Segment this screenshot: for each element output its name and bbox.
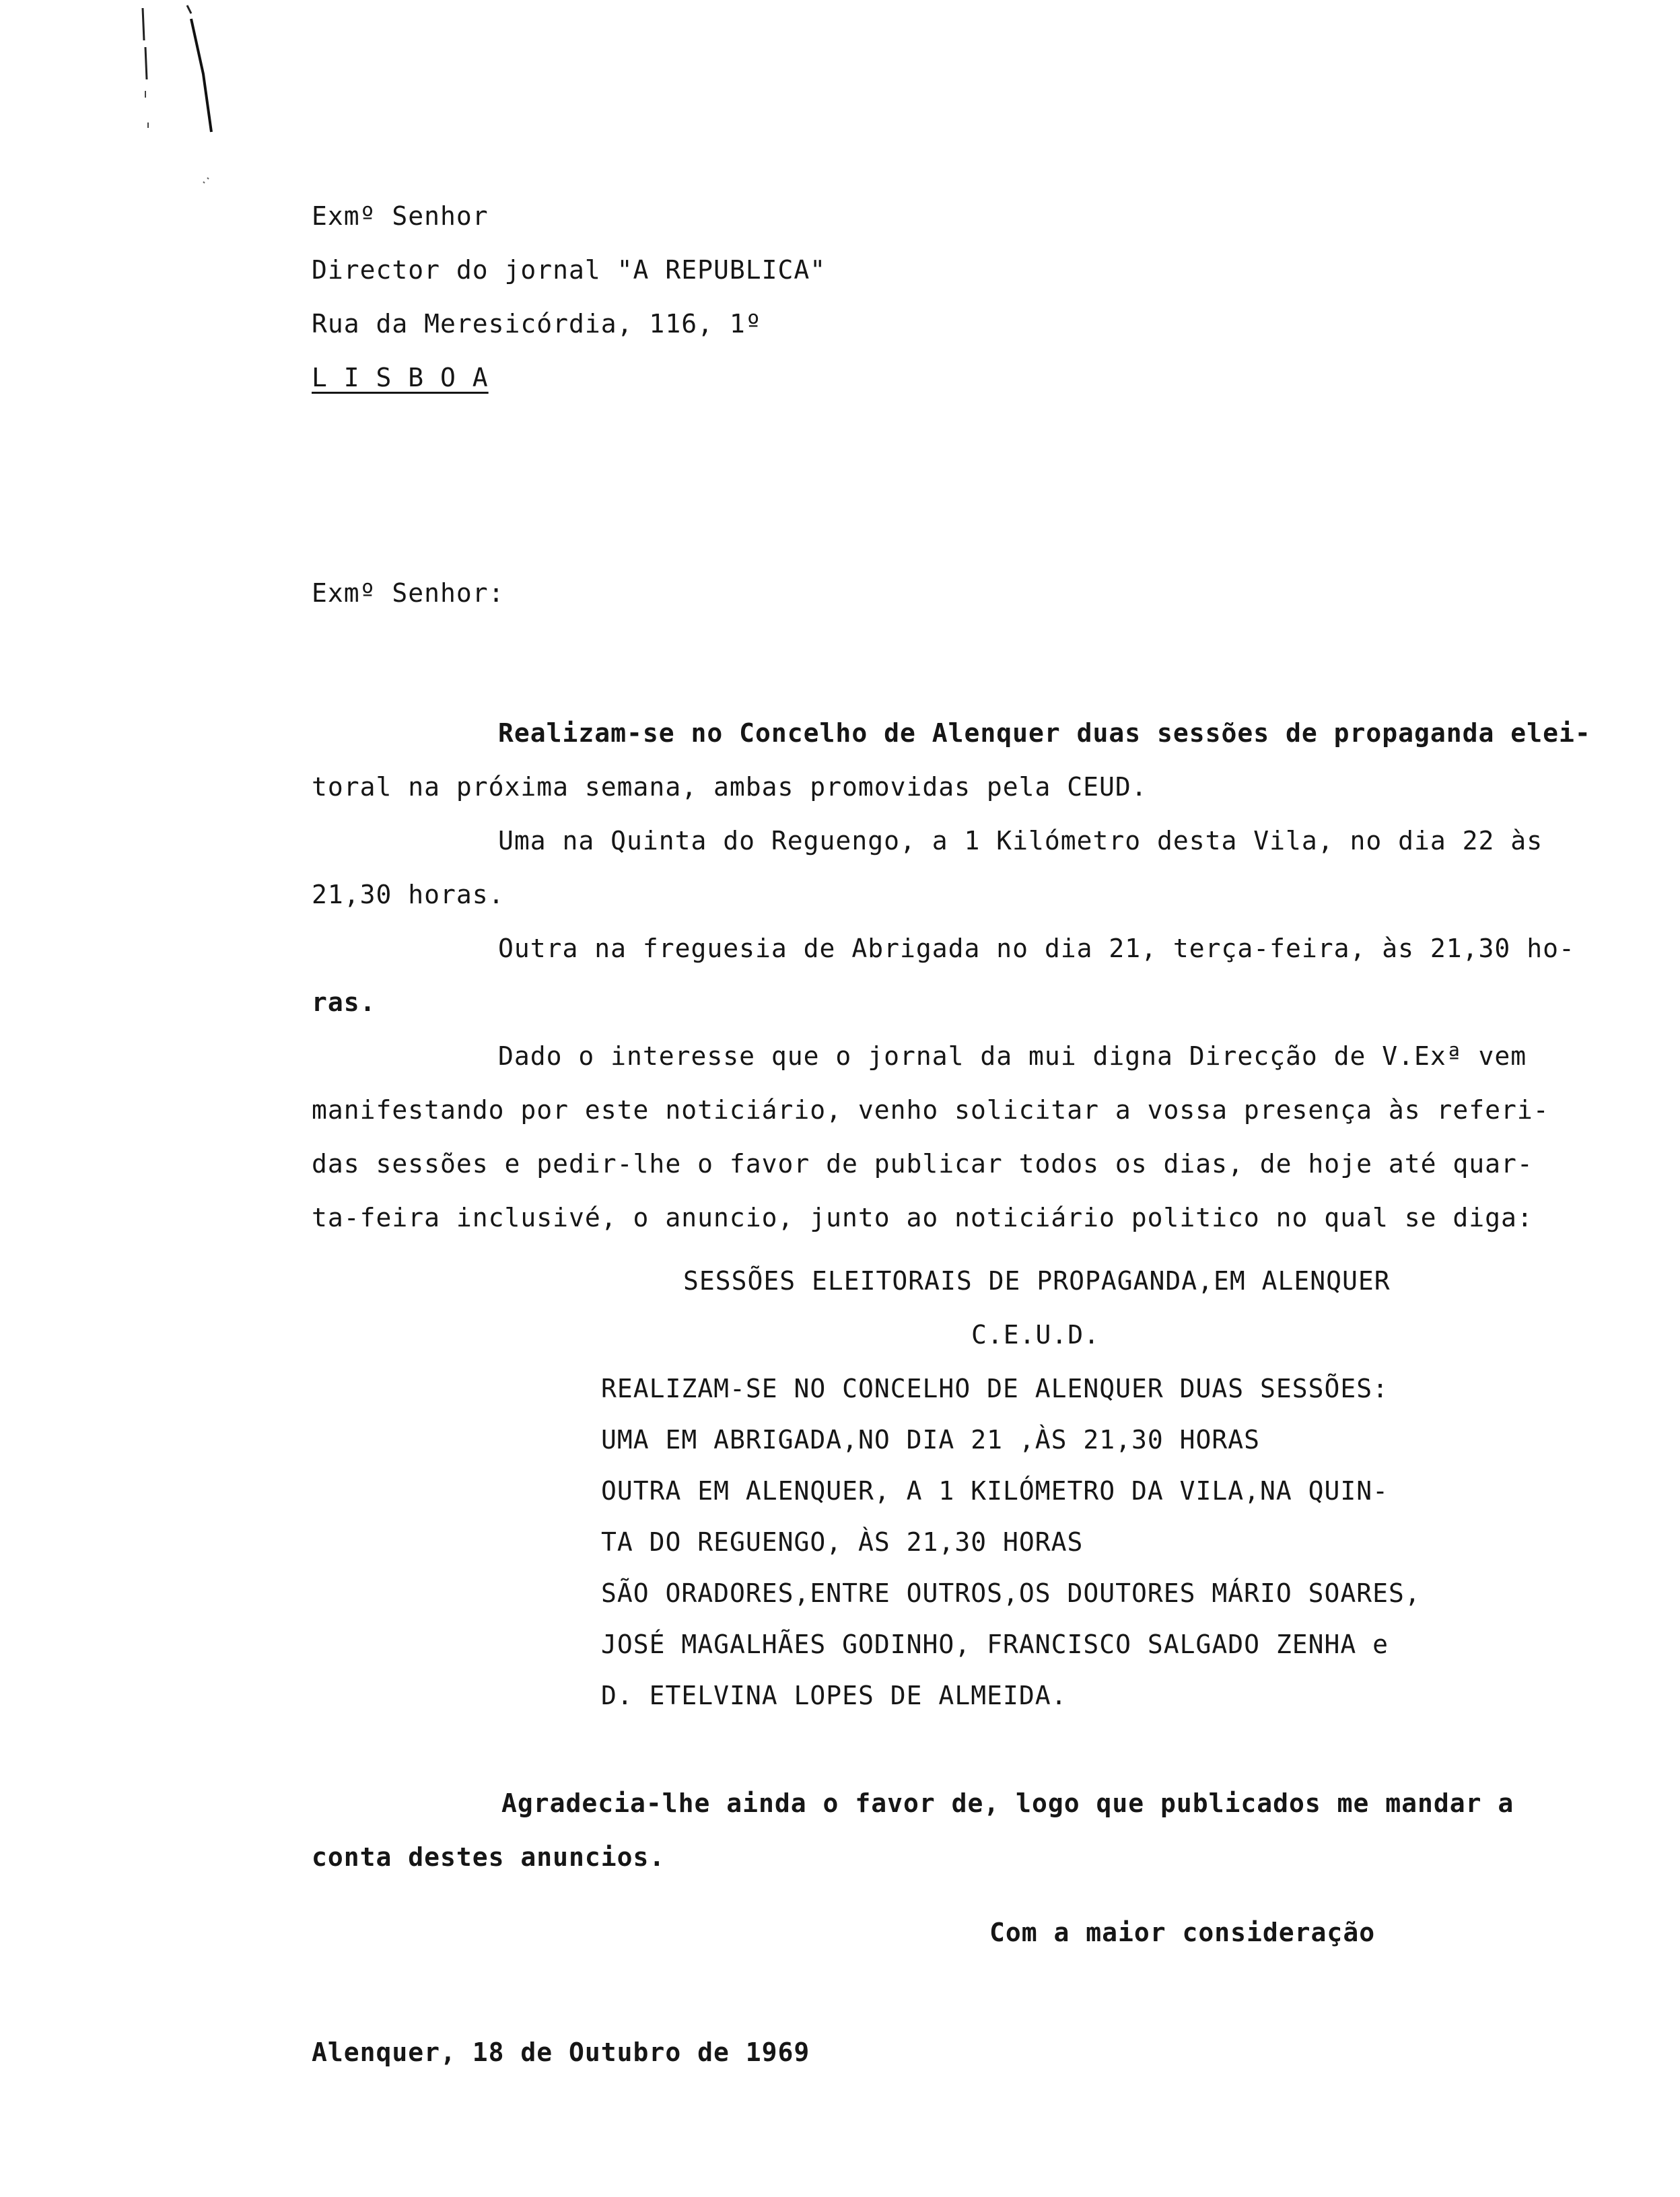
body-line: Realizam-se no Concelho de Alenquer duas sessões de propaganda elei- [498, 718, 1591, 748]
announcement-line: TA DO REGUENGO, ÀS 21,30 HORAS [601, 1527, 1084, 1557]
announcement-line: D. ETELVINA LOPES DE ALMEIDA. [601, 1681, 1068, 1710]
body-line: 21,30 horas. [312, 880, 505, 909]
body-line: das sessões e pedir-lhe o favor de publicar todos os dias, de hoje até quar- [312, 1149, 1533, 1179]
body-line: Uma na Quinta do Reguengo, a 1 Kilómetro desta Vila, no dia 22 às [498, 826, 1543, 856]
body-line: toral na próxima semana, ambas promovidas pela CEUD. [312, 772, 1148, 802]
body-line: Dado o interesse que o jornal da mui digna Direcção de V.Exª vem [498, 1041, 1527, 1071]
announcement-line: OUTRA EM ALENQUER, A 1 KILÓMETRO DA VILA,NA QUIN- [601, 1476, 1389, 1506]
announcement-line: REALIZAM-SE NO CONCELHO DE ALENQUER DUAS SESSÕES: [601, 1374, 1389, 1403]
body-line: manifestando por este noticiário, venho solicitar a vossa presença às referi- [312, 1095, 1549, 1125]
pen-marks [128, 0, 236, 202]
announcement-line: JOSÉ MAGALHÃES GODINHO, FRANCISCO SALGADO ZENHA e [601, 1630, 1389, 1659]
closing-line: conta destes anuncios. [312, 1842, 666, 1872]
address-city: L I S B O A [312, 363, 489, 392]
body-line: ta-feira inclusivé, o anuncio, junto ao noticiário politico no qual se diga: [312, 1203, 1533, 1232]
announcement-line: UMA EM ABRIGADA,NO DIA 21 ,ÀS 21,30 HORAS [601, 1425, 1260, 1455]
announcement-org: C.E.U.D. [971, 1320, 1100, 1350]
body-line: ras. [312, 987, 376, 1017]
closing-line: Agradecia-lhe ainda o favor de, logo que publicados me mandar a [501, 1788, 1514, 1818]
address-salutation: Exmº Senhor [312, 201, 489, 231]
announcement-title: SESSÕES ELEITORAIS DE PROPAGANDA,EM ALENQUER [683, 1266, 1391, 1296]
letter-date: Alenquer, 18 de Outubro de 1969 [312, 2037, 810, 2067]
address-street: Rua da Meresicórdia, 116, 1º [312, 309, 762, 339]
greeting: Exmº Senhor: [312, 578, 505, 608]
closing-regards: Com a maior consideração [989, 1918, 1376, 1947]
address-recipient: Director do jornal "A REPUBLICA" [312, 255, 827, 285]
announcement-line: SÃO ORADORES,ENTRE OUTROS,OS DOUTORES MÁRIO SOARES, [601, 1578, 1421, 1608]
body-line: Outra na freguesia de Abrigada no dia 21, terça-feira, às 21,30 ho- [498, 934, 1575, 963]
